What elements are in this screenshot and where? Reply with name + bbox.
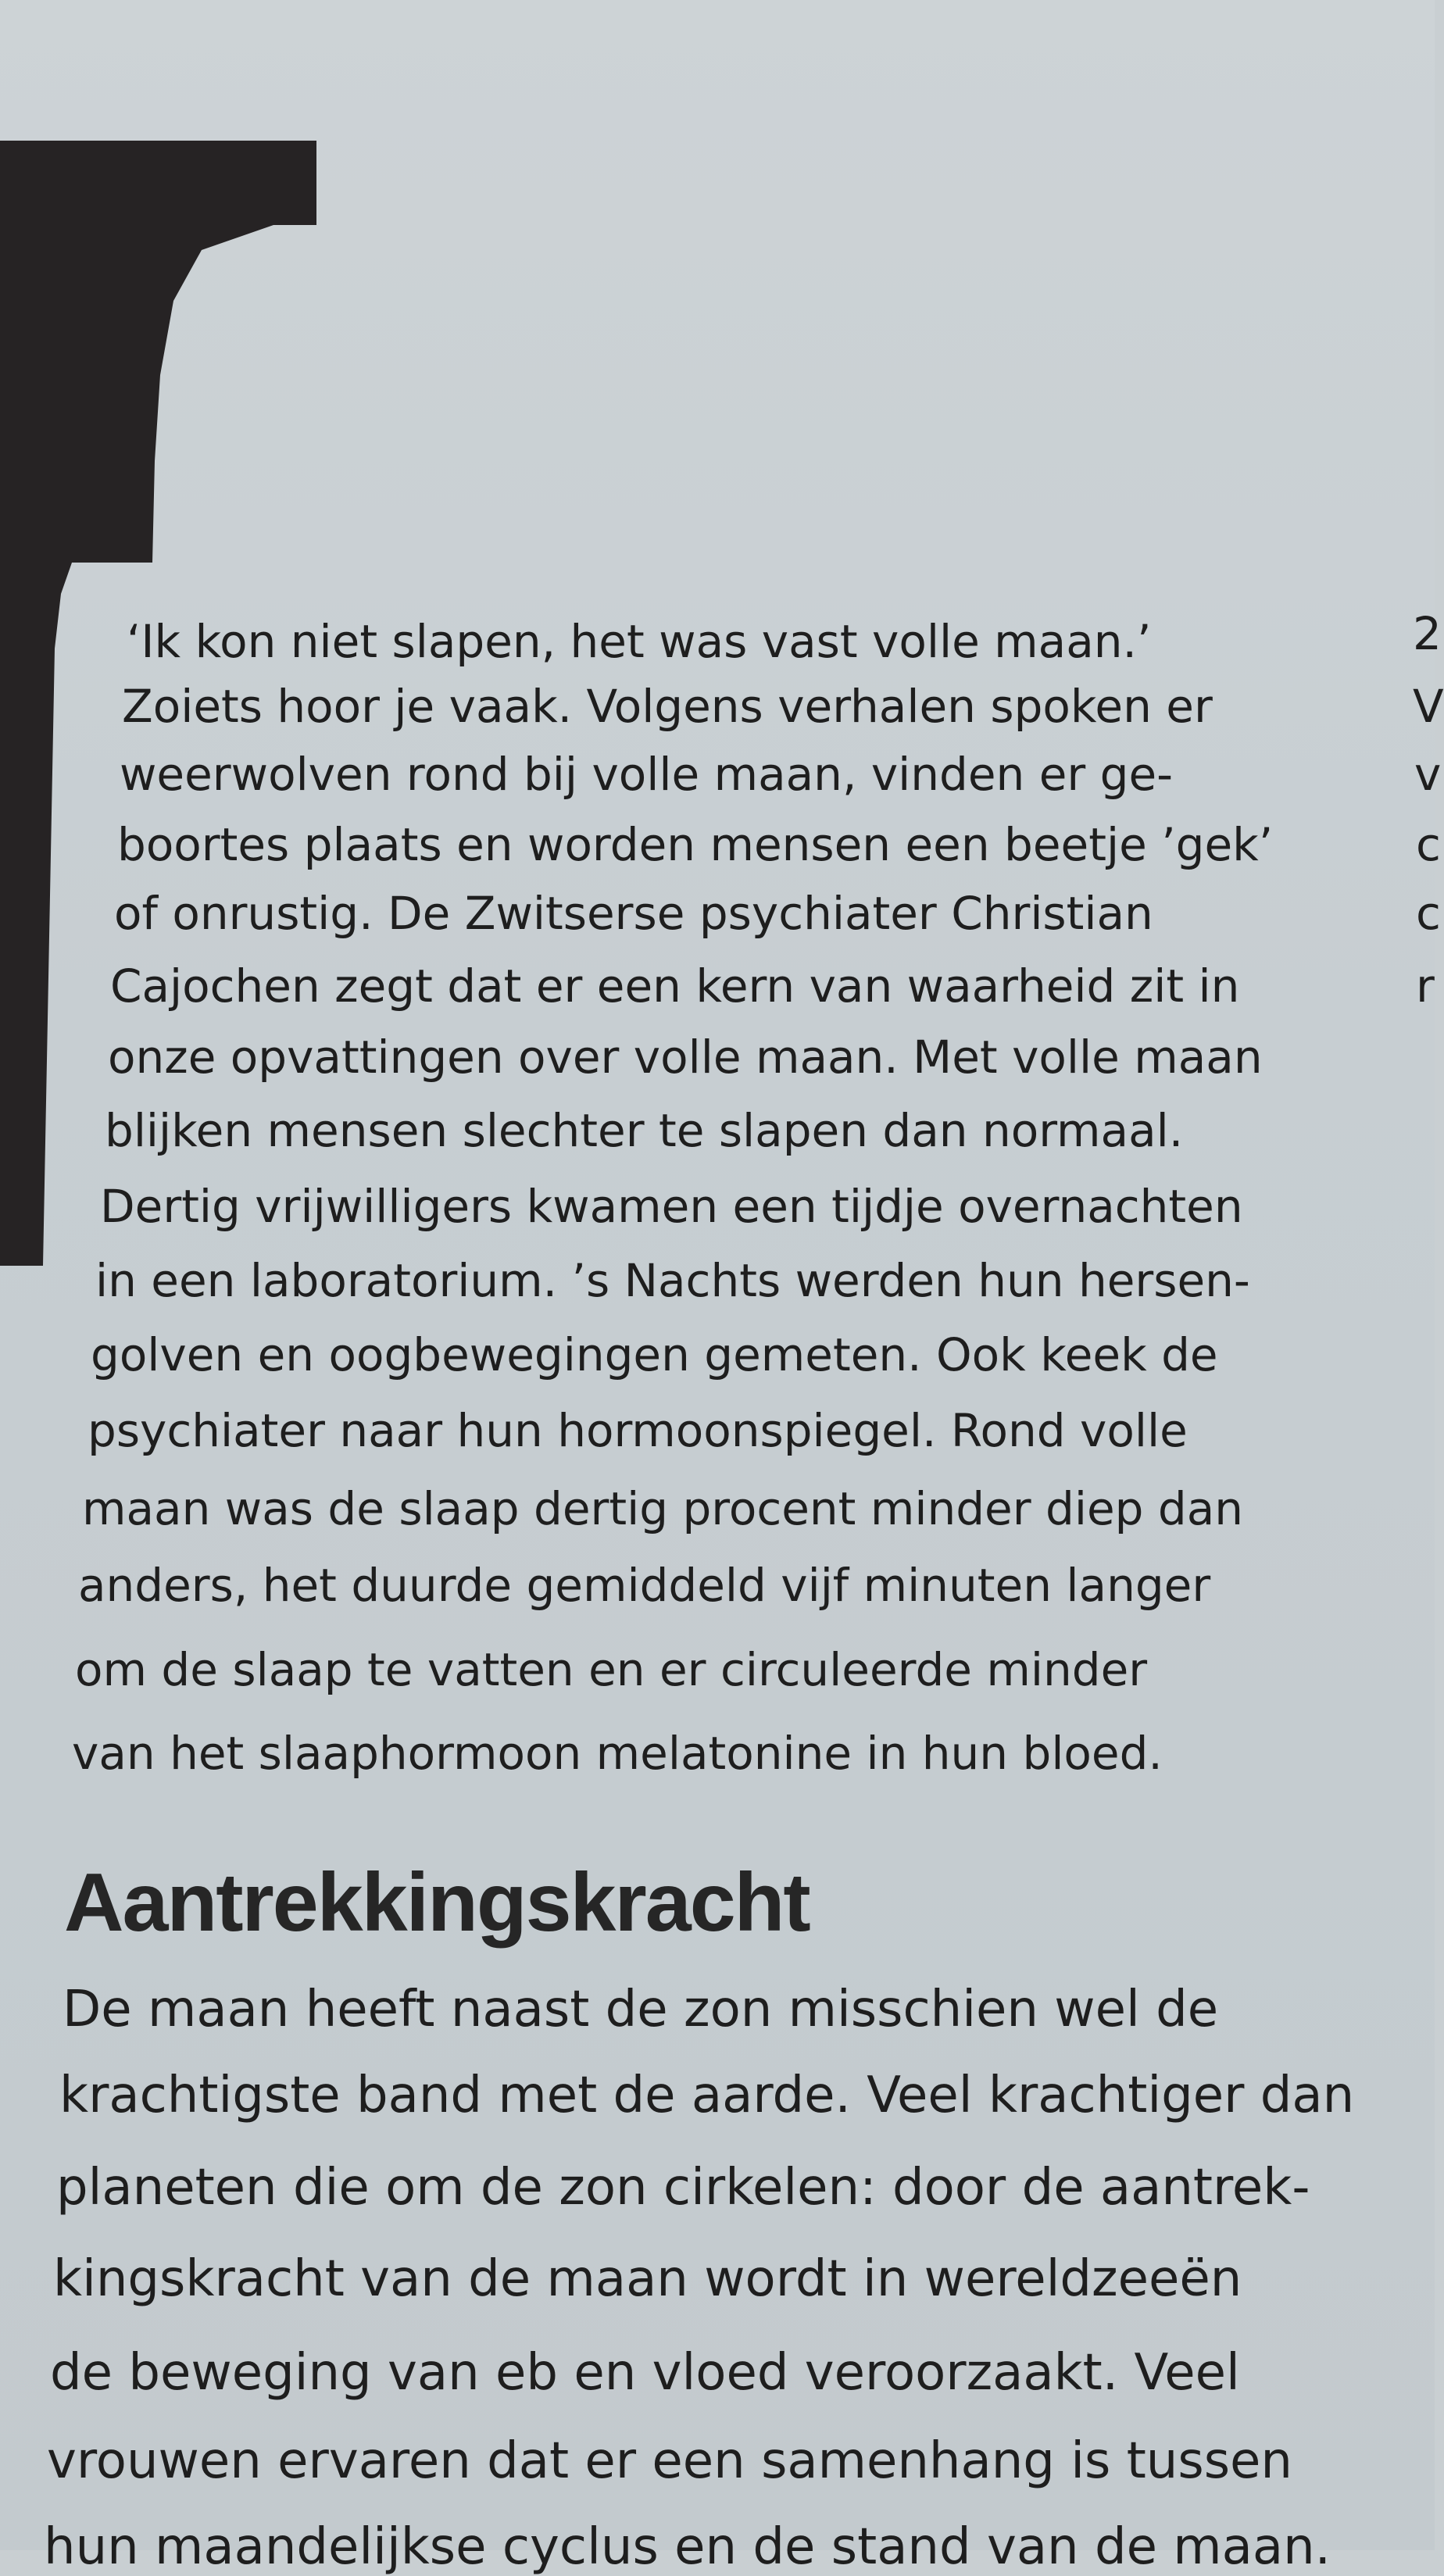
section-line-4: kingskracht van de maan wordt in wereldzeeën (53, 2250, 1242, 2308)
intro-line-12: psychiater naar hun hormoonspiegel. Rond volle (88, 1404, 1188, 1457)
section-line-1: De maan heeft naast de zon misschien wel de (63, 1981, 1219, 2038)
section-line-7: hun maandelijkse cyclus en de stand van de maan. (44, 2518, 1331, 2576)
section-line-6: vrouwen ervaren dat er een samenhang is tussen (47, 2432, 1292, 2490)
intro-line-14: anders, het duurde gemiddeld vijf minuten langer (78, 1559, 1211, 1612)
intro-line-7: onze opvattingen over volle maan. Met volle maan (108, 1031, 1263, 1084)
next-column-fragment: v (1414, 748, 1442, 801)
next-column-fragment: V (1413, 680, 1444, 733)
section-line-3: planeten die om de zon cirkelen: door de aantrek- (56, 2159, 1310, 2217)
section-heading: Aantrekkingskracht (64, 1856, 810, 1949)
next-column-fragment: c (1416, 818, 1441, 871)
intro-line-2: Zoiets hoor je vaak. Volgens verhalen spoken er (122, 680, 1213, 733)
intro-line-15: om de slaap te vatten en er circuleerde minder (75, 1643, 1148, 1696)
intro-line-9: Dertig vrijwilligers kwamen een tijdje overnachten (100, 1180, 1243, 1233)
next-column-fragment: r (1416, 959, 1435, 1013)
intro-line-5: of onrustig. De Zwitserse psychiater Christian (114, 887, 1153, 940)
intro-line-8: blijken mensen slechter te slapen dan normaal. (105, 1104, 1184, 1157)
intro-line-10: in een laboratorium. ’s Nachts werden hun hersen- (95, 1254, 1250, 1307)
section-line-5: de beweging van eb en vloed veroorzaakt. Veel (50, 2344, 1240, 2402)
intro-line-1: ‘Ik kon niet slapen, het was vast volle maan.’ (127, 615, 1152, 668)
intro-line-13: maan was de slaap dertig procent minder diep dan (82, 1482, 1243, 1535)
intro-line-11: golven en oogbewegingen gemeten. Ook keek de (91, 1328, 1218, 1381)
intro-line-16: van het slaaphormoon melatonine in hun bloed. (72, 1727, 1163, 1780)
next-column-fragment: c (1416, 887, 1441, 940)
intro-line-6: Cajochen zegt dat er een kern van waarheid zit in (110, 959, 1240, 1013)
next-column-fragment: 2 (1413, 607, 1442, 660)
intro-line-3: weerwolven rond bij volle maan, vinden er ge- (120, 748, 1174, 801)
intro-line-4: boortes plaats en worden mensen een beetje ’gek’ (117, 818, 1274, 871)
section-line-2: krachtigste band met de aarde. Veel krachtiger dan (59, 2067, 1355, 2124)
